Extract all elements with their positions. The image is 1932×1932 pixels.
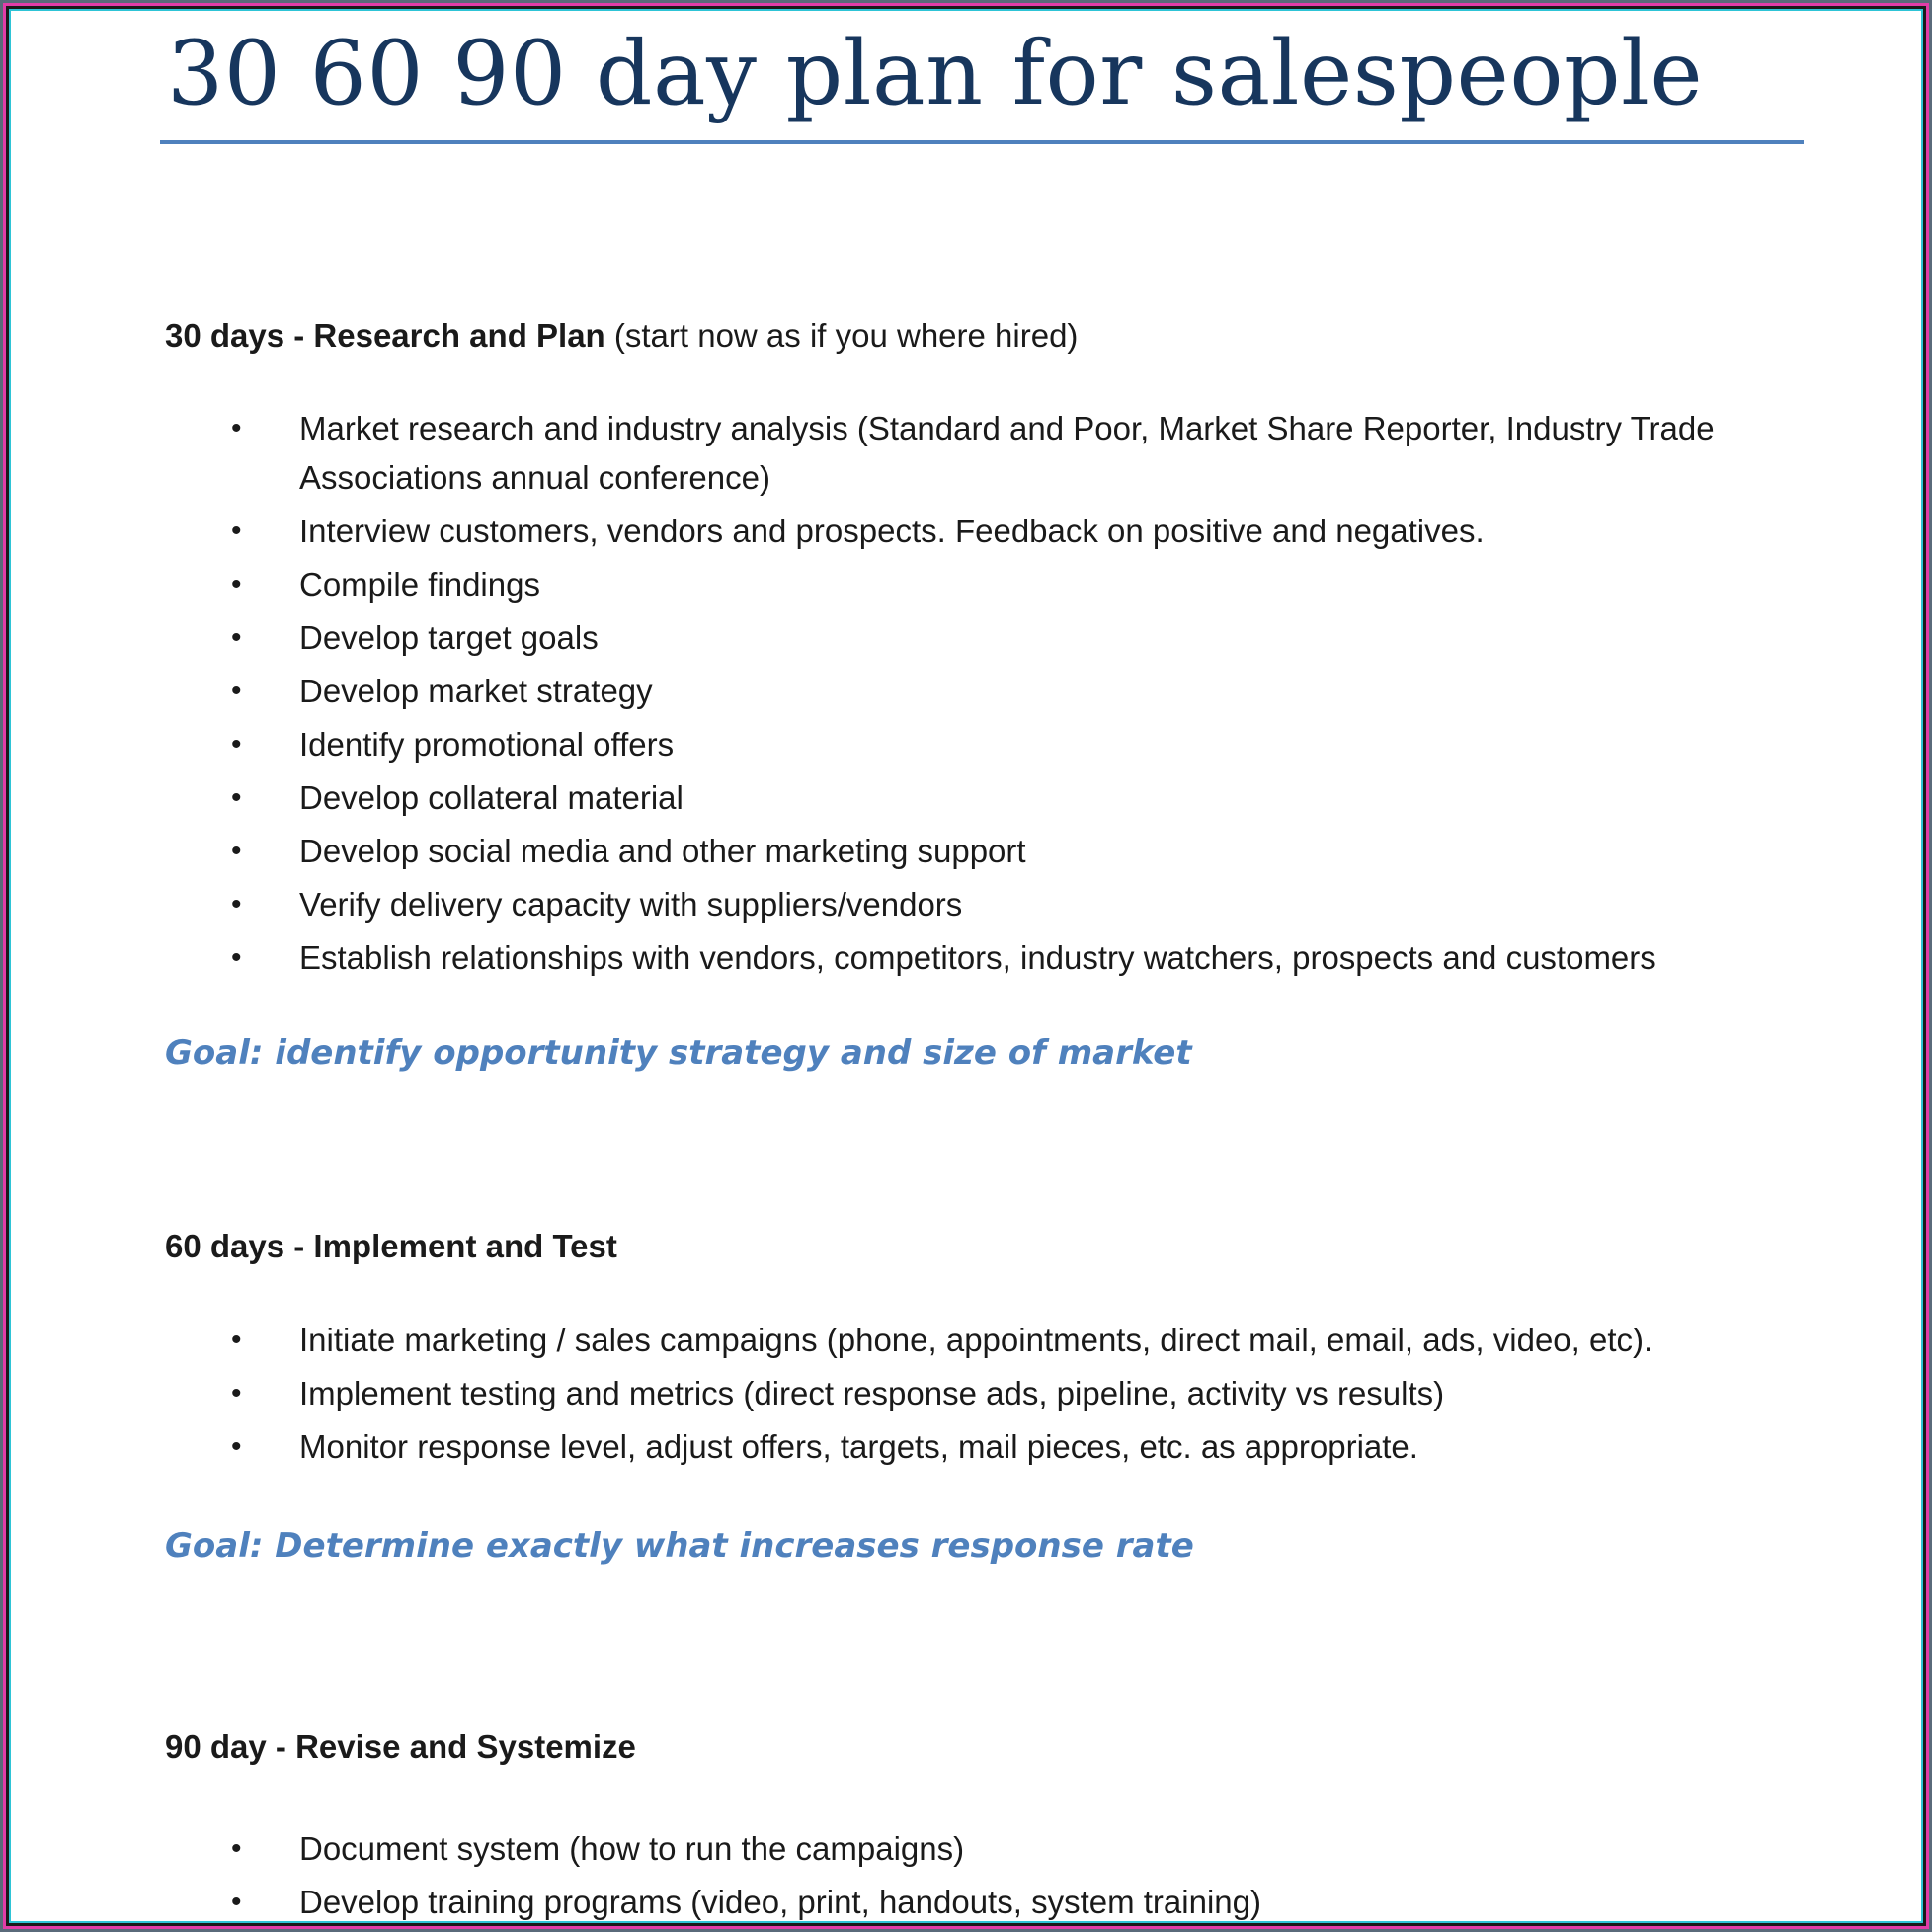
list-item-text: Establish relationships with vendors, competitors, industry watchers, prospects and customers: [299, 939, 1656, 976]
list-item-text: Monitor response level, adjust offers, targets, mail pieces, etc. as appropriate.: [299, 1428, 1418, 1465]
section-heading-60-days: [165, 1227, 617, 1266]
list-item-text: Identify promotional offers: [299, 726, 675, 763]
bullet-icon: •: [231, 568, 242, 601]
bullet-icon: •: [231, 781, 242, 814]
bullet-icon: •: [231, 1377, 242, 1409]
section-heading-note: (start now as if you where hired): [604, 317, 1079, 354]
list-item-text: Market research and industry analysis (Standard and Poor, Market Share Reporter, Industry Trade Associations annual conference): [299, 410, 1715, 496]
bullet-icon: •: [231, 621, 242, 654]
bullet-icon: •: [231, 835, 242, 867]
list-item: [12, 827, 1869, 876]
goal-30-days: Goal: identify opportunity strategy and size of market: [165, 1033, 1192, 1073]
section-heading-30-days: [165, 316, 1078, 356]
list-item: [12, 1369, 1869, 1418]
list-item: [12, 933, 1869, 983]
document-page: [12, 12, 1920, 1920]
list-item: [12, 773, 1869, 823]
section-heading-label: 90 day - Revise and Systemize: [165, 1729, 636, 1765]
section-30-days-list: [12, 404, 1869, 987]
bullet-icon: •: [231, 1832, 242, 1865]
list-item-text: Verify delivery capacity with suppliers/vendors: [299, 886, 963, 923]
list-item: [12, 1316, 1869, 1365]
section-heading-90-day: [165, 1728, 636, 1767]
list-item: [12, 1422, 1869, 1472]
list-item-text: Develop social media and other marketing support: [299, 833, 1026, 869]
list-item: [12, 667, 1869, 716]
section-90-day-list: [12, 1824, 1869, 1920]
bullet-icon: •: [231, 1430, 242, 1463]
list-item-text: Implement testing and metrics (direct response ads, pipeline, activity vs results): [299, 1375, 1445, 1411]
bullet-icon: •: [231, 888, 242, 921]
section-heading-label: 30 days - Research and Plan: [165, 317, 605, 354]
bullet-icon: •: [231, 515, 242, 547]
list-item-text: Develop target goals: [299, 619, 599, 656]
list-item: [12, 613, 1869, 663]
list-item: [12, 404, 1869, 503]
bullet-icon: •: [231, 1886, 242, 1918]
goal-60-days: Goal: Determine exactly what increases response rate: [165, 1526, 1194, 1566]
section-heading-label: 60 days - Implement and Test: [165, 1228, 617, 1264]
section-60-days-list: [12, 1316, 1869, 1476]
list-item: [12, 720, 1869, 769]
list-item-text: Initiate marketing / sales campaigns (phone, appointments, direct mail, email, ads, video, etc).: [299, 1322, 1653, 1358]
list-item: [12, 1878, 1869, 1920]
list-item-text: Develop training programs (video, print, handouts, system training): [299, 1884, 1261, 1920]
list-item: [12, 507, 1869, 556]
list-item: [12, 1824, 1869, 1874]
list-item: [12, 880, 1869, 929]
page-title: 30 60 90 day plan for salespeople: [167, 22, 1704, 125]
list-item-text: Document system (how to run the campaigns): [299, 1830, 965, 1867]
list-item-text: Interview customers, vendors and prospects. Feedback on positive and negatives.: [299, 513, 1485, 549]
bullet-icon: •: [231, 675, 242, 707]
list-item-text: Develop collateral material: [299, 779, 684, 816]
bullet-icon: •: [231, 941, 242, 974]
bullet-icon: •: [231, 1324, 242, 1356]
title-underline: [160, 140, 1804, 144]
bullet-icon: •: [231, 412, 242, 444]
list-item: [12, 560, 1869, 609]
bullet-icon: •: [231, 728, 242, 761]
list-item-text: Develop market strategy: [299, 673, 653, 709]
list-item-text: Compile findings: [299, 566, 540, 603]
